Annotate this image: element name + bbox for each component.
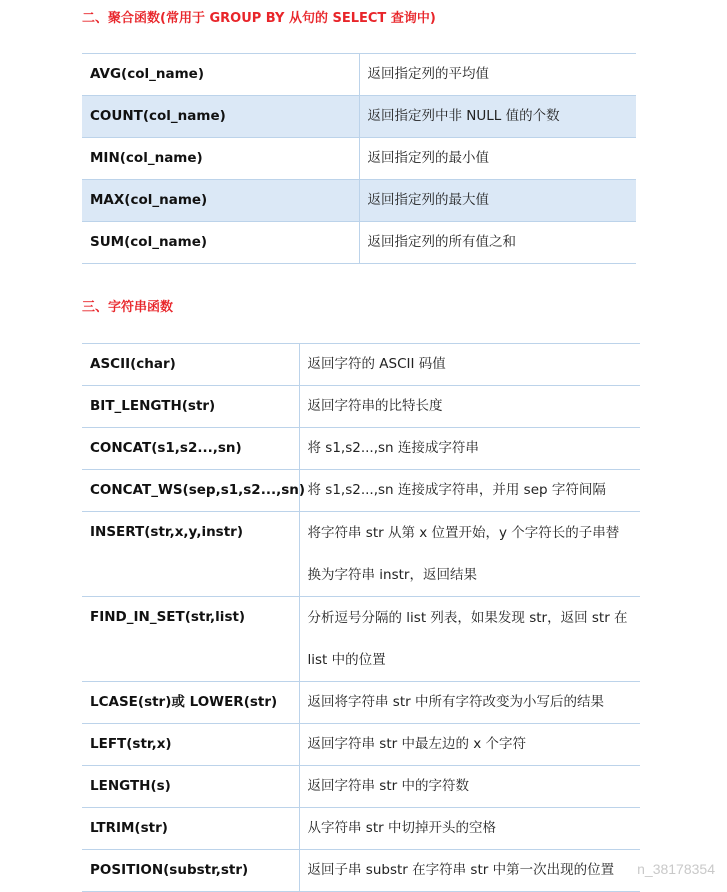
table-row [82,344,640,386]
function-description: 返回字符串 str 中最左边的 x 个字符 [299,724,640,766]
function-name: ASCII(char) [82,344,299,386]
function-name: INSERT(str,x,y,instr) [82,512,299,597]
function-description: 将 s1,s2...,sn 连接成字符串 [299,428,640,470]
table-row [82,54,636,96]
function-description: 返回字符串 str 中的字符数 [299,766,640,808]
function-name: MAX(col_name) [82,180,359,222]
function-name: LENGTH(s) [82,766,299,808]
function-description [299,512,640,597]
string-functions-table [82,343,640,892]
table-row [82,766,640,808]
aggregate-functions-table [82,53,636,264]
function-description: 返回将字符串 str 中所有字符改变为小写后的结果 [299,682,640,724]
function-name: LEFT(str,x) [82,724,299,766]
function-description: 返回指定列中非 NULL 值的个数 [359,96,636,138]
function-name: CONCAT(s1,s2...,sn) [82,428,299,470]
function-name: LTRIM(str) [82,808,299,850]
table-row [82,808,640,850]
function-description [299,597,640,682]
function-name: FIND_IN_SET(str,list) [82,597,299,682]
function-name: AVG(col_name) [82,54,359,96]
function-description: 返回字符串的比特长度 [299,386,640,428]
function-description: 从字符串 str 中切掉开头的空格 [299,808,640,850]
table-row [82,682,640,724]
table-row [82,512,640,597]
watermark-text: n_38178354 [637,861,715,877]
description-line: 换为字符串 instr，返回结果 [307,567,477,583]
section-title-aggregate: 二、聚合函数(常用于 GROUP BY 从句的 SELECT 查询中) [82,11,436,26]
function-name: LCASE(str)或 LOWER(str) [82,682,299,724]
function-description: 返回字符的 ASCII 码值 [299,344,640,386]
function-description: 返回子串 substr 在字符串 str 中第一次出现的位置 [299,850,640,892]
table-row [82,180,636,222]
section-title-string: 三、字符串函数 [82,300,174,315]
function-description: 返回指定列的最小值 [359,138,636,180]
table-row [82,96,636,138]
function-name: COUNT(col_name) [82,96,359,138]
table-row [82,724,640,766]
description-line: 分析逗号分隔的 list 列表，如果发现 str，返回 str 在 [307,610,628,626]
function-name: POSITION(substr,str) [82,850,299,892]
table-row [82,597,640,682]
table-row [82,850,640,892]
description-line: list 中的位置 [307,652,386,668]
description-line: 将字符串 str 从第 x 位置开始，y 个字符长的子串替 [307,525,620,541]
function-name: BIT_LENGTH(str) [82,386,299,428]
table-row [82,222,636,264]
function-description: 返回指定列的平均值 [359,54,636,96]
function-description: 返回指定列的所有值之和 [359,222,636,264]
function-name: MIN(col_name) [82,138,359,180]
table-row [82,470,640,512]
function-name: CONCAT_WS(sep,s1,s2...,sn) [82,470,299,512]
table-row [82,138,636,180]
function-name: SUM(col_name) [82,222,359,264]
table-row [82,386,640,428]
function-description: 返回指定列的最大值 [359,180,636,222]
table-row [82,428,640,470]
function-description: 将 s1,s2...,sn 连接成字符串，并用 sep 字符间隔 [299,470,640,512]
